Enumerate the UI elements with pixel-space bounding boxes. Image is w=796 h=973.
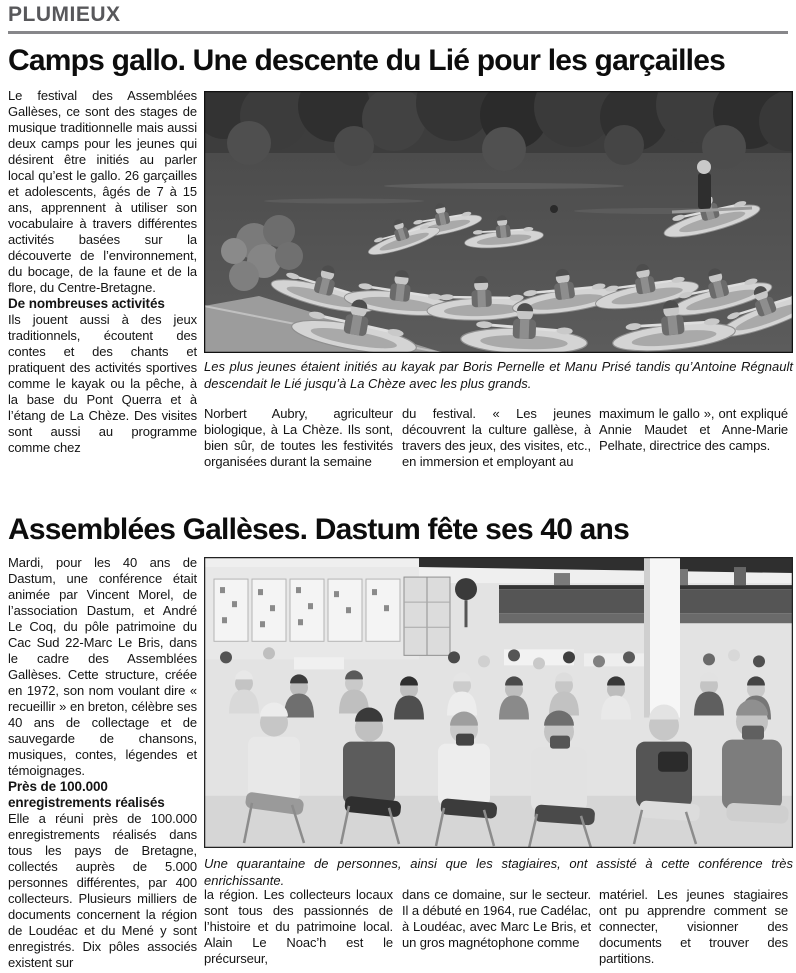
display-panels (214, 579, 400, 641)
article1-column4-text: maximum le gallo », ont expliqué Annie Maudet et Anne-Marie Pelhate, directrice des camps. (599, 406, 788, 453)
kayak-photo-illustration (204, 91, 793, 353)
article1-headline: Camps gallo. Une descente du Lié pour les garçailles (8, 44, 725, 77)
conference-photo-illustration (204, 557, 793, 848)
kayak-photo (204, 91, 793, 353)
pillar (644, 557, 680, 718)
article2-column2-text: la région. Les collecteurs locaux sont tous des passionnés de l’histoire et du patrimoine local. Alain Le Noac’h est le précurseur, (204, 887, 393, 966)
article1-column4 (599, 406, 788, 498)
article2-column4 (599, 887, 788, 973)
article2-photo-caption: Une quarantaine de personnes, ainsi que les stagiaires, ont assisté à cette conférence très enrichissante. (204, 856, 793, 888)
section-label: PLUMIEUX (8, 3, 121, 26)
section-divider (8, 31, 788, 34)
article2-column3 (402, 887, 591, 973)
article2-paragraph1: Mardi, pour les 40 ans de Dastum, une conférence était animée par Vincent Morel, de l’association Dastum, et André Le Coq, du pôle patrimoine du Cac Sud 22-Marc Le Bris, dans le cadre des Assemblées Gallèses. Cette structure, créée en 1972, son nom voulant dire « recueillir » en breton, célèbre ses 40 ans de collectage et de sauvegarde de chansons, musiques, contes, légendes et témoignages. (8, 555, 197, 778)
article2-column3-text: dans ce domaine, sur le secteur. Il a débuté en 1964, rue Cadélac, à Loudéac, avec Marc Le Bris, et un gros magnétophone comme (402, 887, 591, 950)
article2-paragraph2: Elle a réuni près de 100.000 enregistrements réalisés dans tous les pays de Bretagne, collectés auprès de 5.000 personnes différentes, par 400 collecteurs. Plusieurs milliers de documents concernent la région de Loudéac et du Mené y sont enregistrés. Dix pôles associés existent sur (8, 811, 197, 970)
article1-column2-text: Norbert Aubry, agriculteur biologique, à La Chèze. Ils sont, bien sûr, de toutes les festivités organisées durant la semaine (204, 406, 393, 469)
article1-photo-caption: Les plus jeunes étaient initiés au kayak par Boris Pernelle et Manu Prisé tandis qu’Antoine Régnault descendait le Lié jusqu’à La Chèze avec les plus grands. (204, 359, 793, 391)
article1-column3 (402, 406, 591, 498)
article2-headline: Assemblées Gallèses. Dastum fête ses 40 ans (8, 513, 629, 546)
conference-photo (204, 557, 793, 848)
article1-column2 (204, 406, 393, 498)
door (404, 577, 450, 655)
article1-paragraph2: Ils jouent aussi à des jeux traditionnels, écoutent des contes et des chants et pratiquent des activités sportives comme le kayak ou la pêche, à la base du Pont Querra et à l’étang de La Chèze. Des visites sont aussi au programme comme chez (8, 312, 197, 455)
article2-subhead: Près de 100.000 enregistrements réalisés (8, 779, 165, 810)
article1-column3-text: du festival. « Les jeunes découvrent la culture gallèse, à travers des jeux, des visites, etc., en immersion et employant au (402, 406, 591, 469)
article2-column2 (204, 887, 393, 973)
article2-column4-text: matériel. Les jeunes stagiaires ont pu apprendre comment se connecter, visionner des documents et trouver des partitions. (599, 887, 788, 966)
article1-subhead: De nombreuses activités (8, 296, 165, 311)
article2-column1 (8, 555, 197, 973)
article1-paragraph1: Le festival des Assemblées Gallèses, ce sont des stages de musique traditionnelle mais aussi deux camps pour les jeunes qui désirent être initiés au parler local qu’est le gallo. 26 garçailles et adolescents, âgés de 7 à 15 ans, apprennent à utiliser son vocabulaire à travers différentes activités basées sur la découverte de l’environnement, du bocage, de la faune et de la flore, du Centre-Bretagne. (8, 88, 197, 295)
article1-column1 (8, 88, 197, 506)
